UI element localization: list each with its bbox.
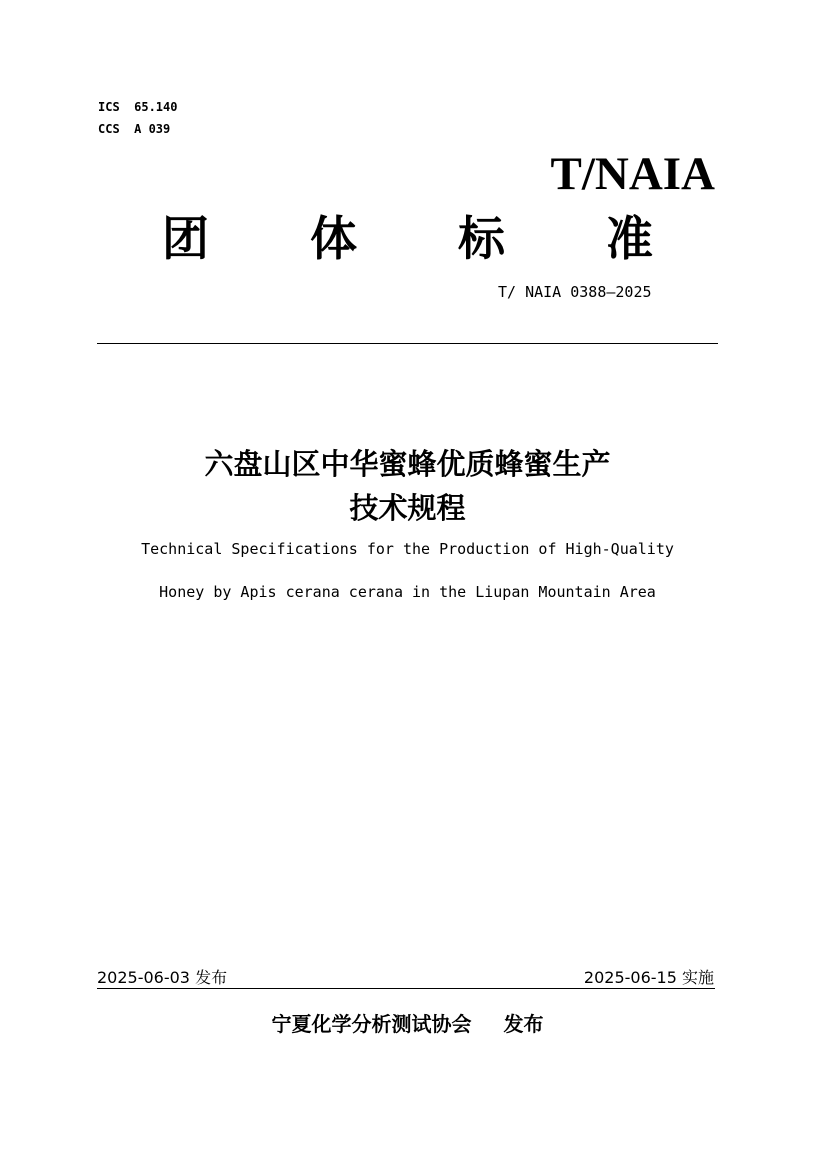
- standard-type-char: 标: [458, 212, 505, 267]
- header-divider: [97, 343, 718, 344]
- publisher-line: [0, 1011, 815, 1037]
- standard-series: T/NAIA: [550, 148, 715, 200]
- footer-divider: [97, 988, 715, 989]
- effective-date: 2025-06-15 实施: [583, 968, 714, 987]
- title-chinese-line-1: 六盘山区中华蜜蜂优质蜂蜜生产: [204, 447, 611, 481]
- standard-type-char: 体: [310, 212, 357, 267]
- ics-code: ICS 65.140: [98, 100, 178, 114]
- standard-number: T/ NAIA 0388—2025: [498, 283, 652, 301]
- ccs-code: CCS A 039: [98, 122, 171, 136]
- title-chinese-line-2: 技术规程: [349, 491, 466, 525]
- standard-type-char: 准: [606, 212, 653, 267]
- standard-type-char: 团: [162, 212, 209, 267]
- title-english-line-1: Technical Specifications for the Production of High-Quality: [141, 540, 674, 558]
- title-english-line-2: Honey by Apis cerana cerana in the Liupan Mountain Area: [159, 583, 656, 601]
- publish-date: 2025-06-03 发布: [97, 968, 228, 987]
- publisher-name: 宁夏化学分析测试协会: [271, 1012, 472, 1036]
- publisher-action: 发布: [503, 1012, 544, 1036]
